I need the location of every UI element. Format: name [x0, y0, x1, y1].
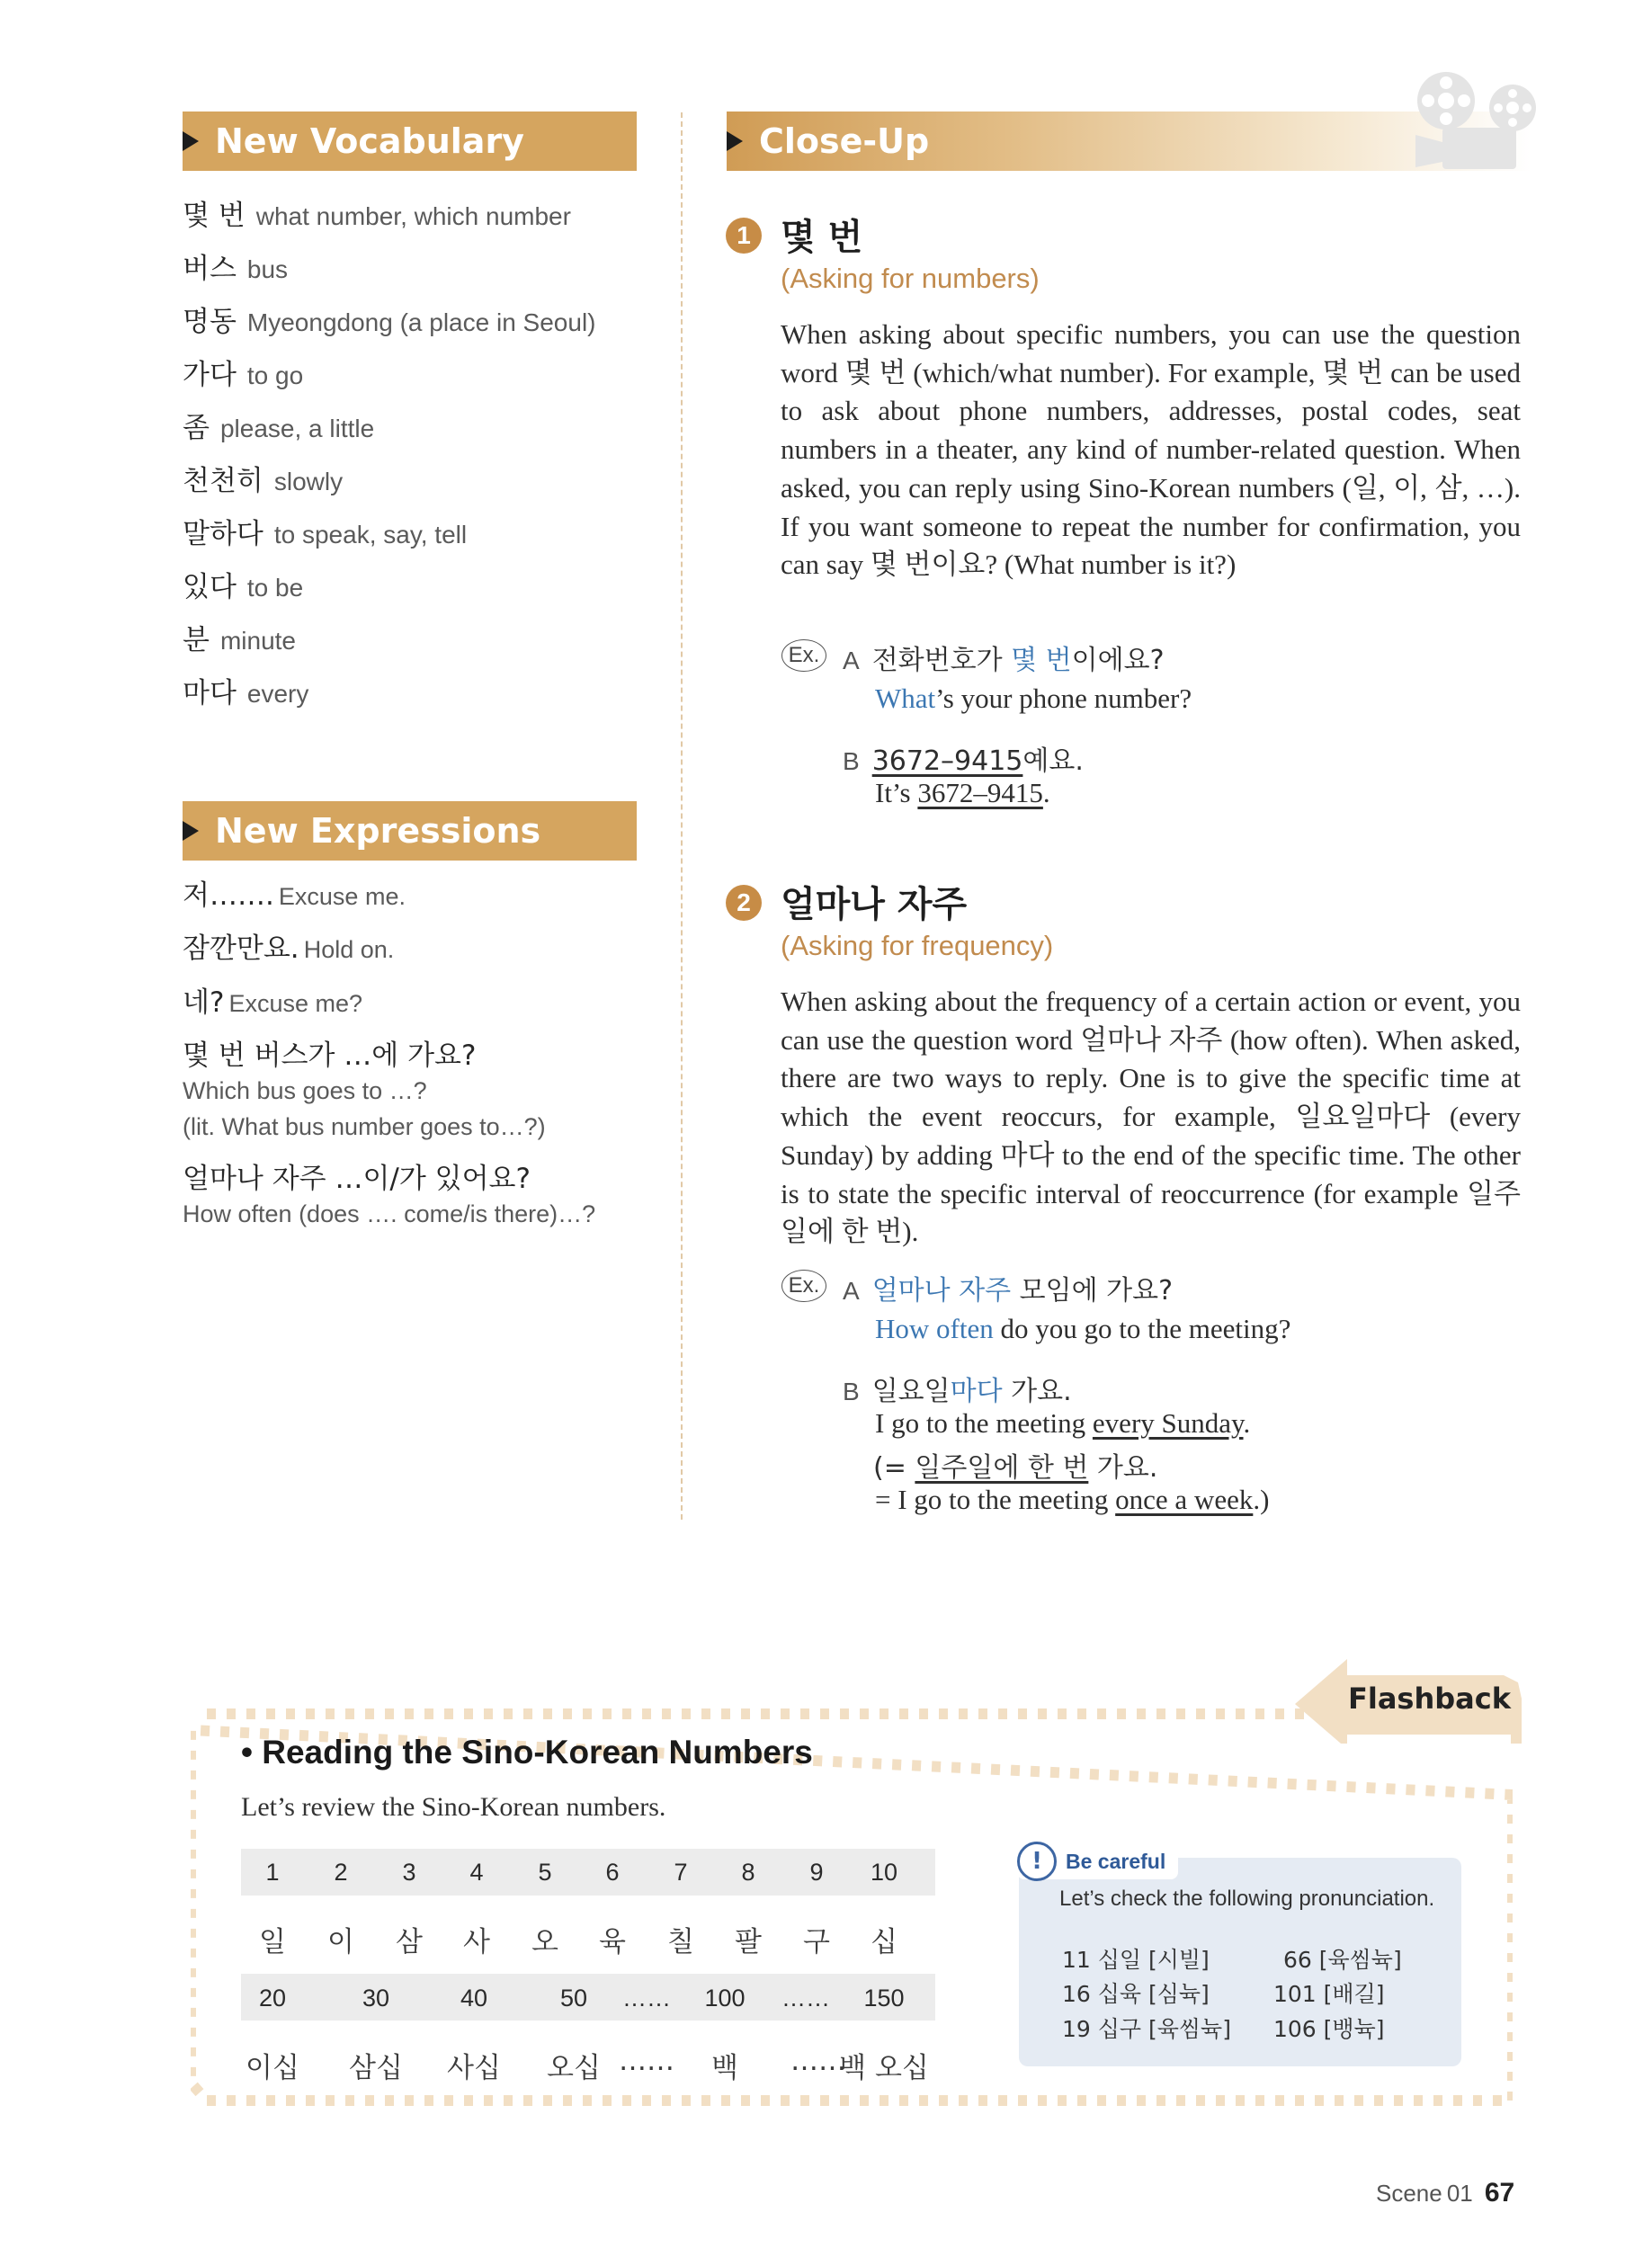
number-cell: 10 — [870, 1859, 898, 1886]
example-b-english — [875, 777, 1050, 809]
korean-number-cell: 백 — [711, 2052, 738, 2084]
vocab-english: to speak, say, tell — [273, 521, 468, 549]
vocab-english: to be — [246, 574, 304, 602]
expression-item — [183, 979, 659, 1020]
number-cell: 1 — [265, 1859, 280, 1886]
vocab-english: bus — [246, 255, 289, 283]
pronunciation-item: 11 십일 [시빌] — [1062, 1947, 1210, 1973]
example-text: 모임에 가요? — [1011, 1275, 1174, 1307]
korean-number-cell: 일 — [259, 1926, 286, 1958]
example-a-korean — [843, 638, 1165, 677]
vocab-item — [183, 245, 650, 299]
section-body: When asking about specific numbers, you can use the question word 몇 번 (which/what number). For example, 몇 번 can be used to ask about phone numbers, addresses, postal codes, seat numbers in a theater, any kind of number-related question. When asked, you can reply using Sino-Korean numbers (일, 이, 삼, …). If you want someone to repeat the number for confirmation, you can say 몇 번이요? (What number is it?) — [781, 318, 1521, 581]
number-cell: 9 — [809, 1859, 824, 1886]
section-subtitle: (Asking for frequency) — [781, 930, 1054, 961]
section-number-badge: 1 — [726, 218, 762, 254]
pronunciation-item: 66 [육씸뉵] — [1283, 1947, 1402, 1973]
vocab-korean: 마다 — [183, 677, 237, 709]
number-cell: 40 — [460, 1985, 488, 2012]
number-cell: 2 — [334, 1859, 348, 1886]
vocab-item — [183, 617, 650, 670]
speaker-label: B — [843, 1378, 860, 1405]
expression-english: Excuse me. — [278, 883, 406, 910]
vocab-korean: 몇 번 — [183, 200, 246, 232]
korean-number-cell: 구 — [803, 1926, 830, 1958]
highlight-text: 얼마나 자주 — [871, 1275, 1012, 1307]
vocab-english: every — [246, 680, 309, 708]
pronunciation-item: 16 십육 [심뉵] — [1062, 1981, 1210, 2007]
example-text: . — [1042, 777, 1050, 808]
column-divider — [681, 112, 683, 1520]
vocab-item — [183, 670, 650, 723]
underlined-text: 3672–9415 — [871, 745, 1023, 777]
vocab-english: slowly — [273, 468, 344, 495]
example-c-english — [875, 1484, 1269, 1516]
pronunciation-item: 19 십구 [육씸뉵] — [1062, 2016, 1231, 2042]
vocab-korean: 천천히 — [183, 465, 263, 497]
expression-item — [183, 1032, 659, 1145]
closeup-header-label: Close-Up — [759, 121, 930, 161]
number-cell: 7 — [674, 1859, 688, 1886]
expression-literal: (lit. What bus number goes to…?) — [183, 1113, 546, 1140]
korean-number-cell: 칠 — [667, 1926, 694, 1958]
expression-item — [183, 872, 659, 913]
example-a-english — [875, 682, 1192, 715]
vocab-english: please, a little — [219, 415, 375, 442]
example-text: ’s your phone number? — [935, 682, 1192, 714]
highlight-text: 마다 — [950, 1376, 1003, 1407]
expressions-header-label: New Expressions — [215, 811, 541, 851]
flashback-subtitle: Let’s review the Sino-Korean numbers. — [241, 1792, 666, 1822]
expressions-header — [183, 801, 637, 861]
ellipsis-cell: …… — [619, 2045, 674, 2077]
vocab-korean: 버스 — [183, 253, 237, 285]
vocab-korean: 분 — [183, 624, 210, 656]
highlight-text: What — [875, 682, 936, 714]
example-b-korean — [843, 1369, 1072, 1408]
number-cell: 8 — [741, 1859, 755, 1886]
example-text: I go to the meeting — [875, 1407, 1093, 1439]
speaker-label: A — [843, 647, 860, 674]
example-text: 이에요? — [1071, 645, 1165, 676]
warning-icon: ! — [1017, 1842, 1057, 1881]
expression-english: Excuse me? — [228, 990, 363, 1017]
example-b-english — [875, 1407, 1250, 1440]
vocab-item — [183, 192, 650, 245]
example-text: 일요일 — [871, 1376, 951, 1407]
example-text: 전화번호가 — [871, 645, 1012, 676]
expression-english: Hold on. — [303, 936, 395, 963]
korean-number-cell: 삼 — [396, 1926, 423, 1958]
vocab-header — [183, 112, 637, 171]
scene-number: 01 — [1446, 2180, 1473, 2207]
vocab-korean: 좀 — [183, 412, 210, 444]
example-text: 가요. — [1088, 1452, 1158, 1484]
number-cell: 5 — [538, 1859, 552, 1886]
vocab-list — [183, 192, 650, 723]
expression-korean: 얼마나 자주 …이/가 있어요? — [183, 1163, 531, 1195]
number-cell: 3 — [402, 1859, 416, 1886]
highlight-text: How often — [875, 1313, 994, 1344]
number-row-2 — [241, 1974, 935, 2021]
triangle-marker-icon — [183, 821, 199, 841]
section-title: 얼마나 자주 — [781, 884, 968, 925]
korean-number-cell: 이 — [327, 1926, 354, 1958]
example-text: 가요. — [1002, 1376, 1072, 1407]
vocab-english: what number, which number — [255, 202, 571, 230]
example-c-korean — [873, 1445, 1157, 1485]
vocab-item — [183, 458, 650, 511]
triangle-marker-icon — [727, 131, 743, 151]
example-text: = I go to the meeting — [875, 1484, 1116, 1515]
expression-item — [183, 1155, 659, 1232]
underlined-text: every Sunday — [1092, 1407, 1244, 1439]
number-cell: 20 — [258, 1985, 287, 2012]
ellipsis-cell: …… — [781, 1985, 830, 2012]
underlined-text: once a week — [1115, 1484, 1254, 1515]
example-text: It’s — [875, 777, 918, 808]
korean-number-cell: 백 오십 — [839, 2052, 929, 2084]
section-number-badge: 2 — [726, 885, 762, 921]
korean-number-cell: 육 — [599, 1926, 626, 1958]
section-body: When asking about the frequency of a certain action or event, you can use the question word 얼마나 자주 (how often). When asked, there are two ways to reply. One is to give the specific time at which the event reoccurs, for example, 일요일마다 (every Sunday) by adding 마다 to the end of the specific time. The other is to state the specific interval of reoccurrence (for example 일주일에 한 번). — [781, 986, 1521, 1248]
example-a-korean — [843, 1268, 1173, 1307]
number-cell: 6 — [605, 1859, 620, 1886]
section-subtitle: (Asking for numbers) — [781, 263, 1040, 294]
expression-korean: 몇 번 버스가 …에 가요? — [183, 1039, 477, 1072]
example-a-english — [875, 1313, 1290, 1345]
closeup-header — [727, 112, 1531, 171]
speaker-label: A — [843, 1277, 860, 1305]
number-cell: 4 — [469, 1859, 484, 1886]
underlined-text: 3672–9415 — [917, 777, 1043, 808]
vocab-item — [183, 352, 650, 405]
pronunciation-item: 101 [배길] — [1273, 1981, 1385, 2007]
korean-number-cell: 사 — [463, 1926, 490, 1958]
expression-korean: 네? — [183, 986, 225, 1019]
korean-number-cell: 십 — [871, 1926, 897, 1958]
scene-label: Scene — [1376, 2180, 1442, 2207]
vocab-item — [183, 564, 650, 617]
korean-number-cell: 사십 — [447, 2052, 501, 2084]
korean-number-cell: 팔 — [735, 1926, 762, 1958]
number-cell: 30 — [362, 1985, 390, 2012]
korean-number-cell: 삼십 — [349, 2052, 403, 2084]
korean-number-cell: 오 — [531, 1926, 558, 1958]
example-text: 예요. — [1022, 745, 1084, 777]
example-text: do you go to the meeting? — [993, 1313, 1291, 1344]
film-projector-icon — [1412, 65, 1549, 171]
number-cell: 50 — [559, 1985, 588, 2012]
expression-english: How often (does …. come/is there)…? — [183, 1200, 596, 1227]
vocab-item — [183, 299, 650, 352]
expression-korean: 잠깐만요. — [183, 932, 299, 965]
vocab-header-label: New Vocabulary — [215, 121, 524, 161]
vocab-korean: 말하다 — [183, 518, 263, 550]
page-number: 67 — [1484, 2178, 1515, 2208]
vocab-english: minute — [219, 627, 296, 655]
flashback-label: Flashback — [1348, 1682, 1511, 1716]
ellipsis-cell: …… — [622, 1985, 671, 2012]
example-text: . — [1243, 1407, 1251, 1439]
example-badge: Ex. — [781, 1270, 826, 1302]
speaker-label: B — [843, 747, 860, 775]
be-careful-note: Let’s check the following pronunciation. — [1059, 1887, 1435, 1911]
expression-korean: 저……. — [183, 879, 274, 912]
vocab-korean: 가다 — [183, 359, 237, 391]
triangle-marker-icon — [183, 131, 199, 151]
korean-number-cell: …… — [790, 2045, 846, 2077]
example-badge: Ex. — [781, 639, 826, 672]
expression-english: Which bus goes to …? — [183, 1077, 427, 1104]
number-cell: 100 — [704, 1985, 746, 2012]
underlined-text: 일주일에 한 번 — [915, 1452, 1089, 1484]
vocab-item — [183, 511, 650, 564]
be-careful-header — [1017, 1843, 1178, 1879]
vocab-item — [183, 405, 650, 458]
be-careful-label: Be careful — [1066, 1849, 1166, 1873]
vocab-english: to go — [246, 361, 304, 389]
example-text: (= — [873, 1452, 915, 1484]
vocab-korean: 있다 — [183, 571, 237, 603]
expression-item — [183, 925, 659, 966]
vocab-english: Myeongdong (a place in Seoul) — [246, 308, 596, 336]
number-cell: 150 — [863, 1985, 905, 2012]
vocab-korean: 명동 — [183, 306, 237, 338]
highlight-text: 몇 번 — [1011, 645, 1072, 676]
flashback-title: • Reading the Sino-Korean Numbers — [241, 1734, 813, 1771]
page-footer — [1376, 2178, 1514, 2208]
korean-number-cell: 이십 — [246, 2052, 299, 2084]
korean-number-cell: 오십 — [547, 2052, 601, 2084]
pronunciation-item: 106 [뱅뉵] — [1273, 2016, 1385, 2042]
example-b-korean — [843, 738, 1084, 778]
section-title: 몇 번 — [781, 217, 863, 258]
example-text: .) — [1253, 1484, 1270, 1515]
